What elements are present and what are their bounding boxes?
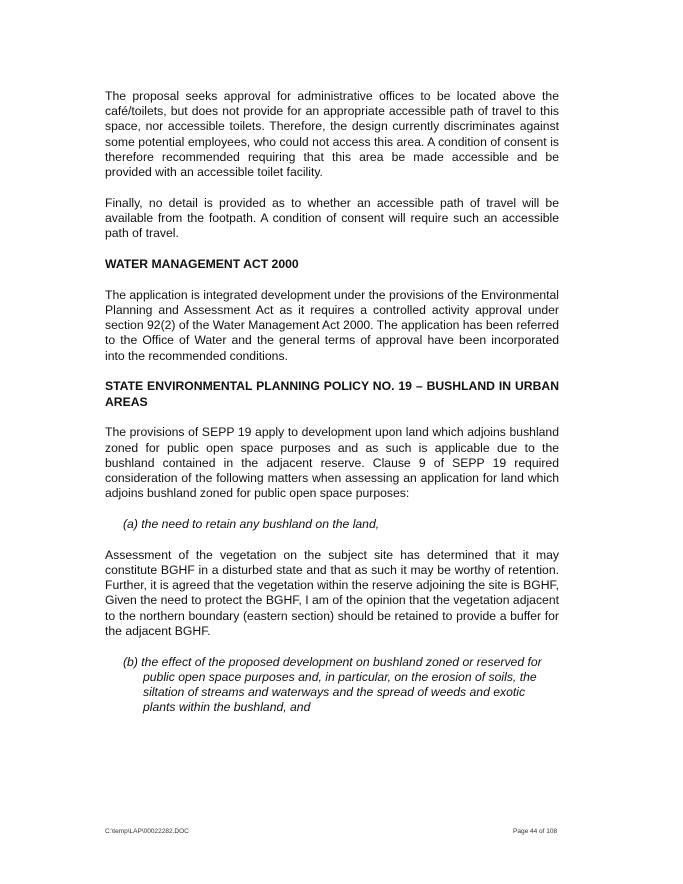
list-item-a: (a) the need to retain any bushland on the land, bbox=[123, 517, 380, 532]
heading-water-management-act: WATER MANAGEMENT ACT 2000 bbox=[105, 257, 299, 272]
footer-page-number: Page 44 of 108 bbox=[513, 828, 558, 835]
heading-sepp-19: STATE ENVIRONMENTAL PLANNING POLICY NO. 19 – BUSHLAND IN URBAN AREAS bbox=[105, 379, 559, 409]
paragraph-footpath-access: Finally, no detail is provided as to whether an accessible path of travel will be available from the footpath. A condition of consent will require such an accessible path of travel. bbox=[105, 195, 559, 241]
footer-file-path: C:\temp\LAP\00022282.DOC bbox=[105, 828, 189, 835]
paragraph-vegetation-assessment: Assessment of the vegetation on the subject site has determined that it may constitute BGHF in a disturbed state and that as such it may be worthy of retention. Further, it is agreed that the vegetation within the reserve adjoining the site is BGHF, Given the need to protect the BGHF, I am of the opinion that the vegetation adjacent to the northern boundary (eastern section) should be retained to provide a buffer for the adjacent BGHF. bbox=[105, 547, 559, 638]
list-item-b: (b) the effect of the proposed development on bushland zoned or reserved for public open space purposes and, in particular, on the erosion of soils, the siltation of streams and waterways and the spread of weeds and exotic plants within the bushland, and bbox=[123, 654, 542, 715]
paragraph-sepp-19-provisions: The provisions of SEPP 19 apply to development upon land which adjoins bushland zoned for public open space purposes and as such is applicable due to the bushland contained in the adjacent reserve. Clause 9 of SEPP 19 required consideration of the following matters when assessing an application for land which adjoins bushland zoned for public open space purposes: bbox=[105, 425, 559, 501]
page-content bbox=[105, 89, 559, 731]
paragraph-accessible-offices: The proposal seeks approval for administrative offices to be located above the café/toilets, but does not provide for an appropriate accessible path of travel to this space, nor accessible toilets. Therefore, the design currently discriminates against some potential employees, who could not access this area. A condition of consent is therefore recommended requiring that this area be made accessible and be provided with an accessible toilet facility. bbox=[105, 89, 559, 180]
paragraph-integrated-development: The application is integrated development under the provisions of the Environmental Planning and Assessment Act as it requires a controlled activity approval under section 92(2) of the Water Management Act 2000. The application has been referred to the Office of Water and the general terms of approval have been incorporated into the recommended conditions. bbox=[105, 287, 559, 363]
